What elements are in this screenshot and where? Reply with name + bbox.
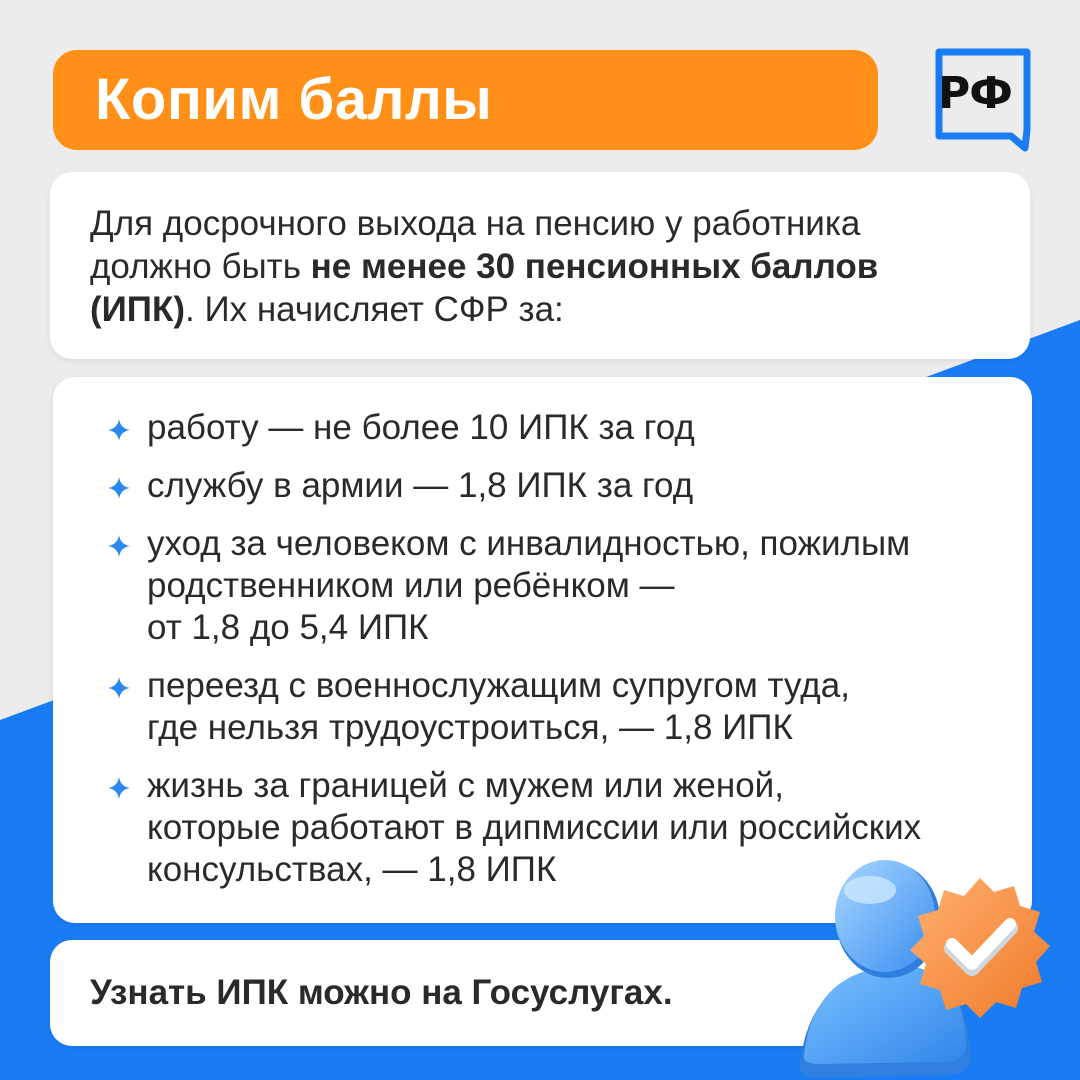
list-card — [53, 377, 1032, 923]
intro-card — [50, 172, 1030, 359]
rf-logo-icon — [935, 48, 1031, 152]
list-item — [53, 523, 921, 649]
person-with-checkmark-badge-icon — [790, 850, 1080, 1080]
list-item — [53, 465, 921, 507]
intro-text-end: . Их начисляет СФР за: — [185, 290, 564, 329]
list-item-text: работу — не более 10 ИПК за год — [147, 408, 695, 447]
list-item-text: переезд с военнослужащим супругом туда, где нельзя трудоустроиться, — 1,8 ИПК — [147, 666, 850, 747]
intro-text-bold: не менее 30 пенсионных баллов (ИПК) — [90, 247, 879, 329]
diamond-star-icon — [108, 777, 130, 799]
page-title: Копим баллы — [95, 67, 493, 132]
diamond-star-icon — [108, 677, 130, 699]
intro-text — [90, 202, 990, 331]
logo-text: РФ — [938, 68, 1012, 119]
diamond-star-icon — [108, 477, 130, 499]
bullet-list — [53, 407, 921, 907]
footer-text: Узнать ИПК можно на Госуслугах. — [90, 973, 673, 1012]
list-item-text: службу в армии — 1,8 ИПК за год — [147, 466, 694, 505]
title-bar — [53, 50, 878, 150]
diamond-star-icon — [108, 419, 130, 441]
intro-text-start: Для досрочного выхода на пенсию у работника должно быть — [90, 204, 861, 286]
diamond-star-icon — [108, 535, 130, 557]
list-item-text: уход за человеком с инвалидностью, пожилым родственником или ребёнком — от 1,8 до 5,4 ИПК — [147, 524, 911, 647]
list-item — [53, 665, 921, 749]
list-item — [53, 407, 921, 449]
list-item-text: жизнь за границей с мужем или женой, которые работают в дипмиссии или российских консульствах, — 1,8 ИПК — [147, 766, 922, 889]
